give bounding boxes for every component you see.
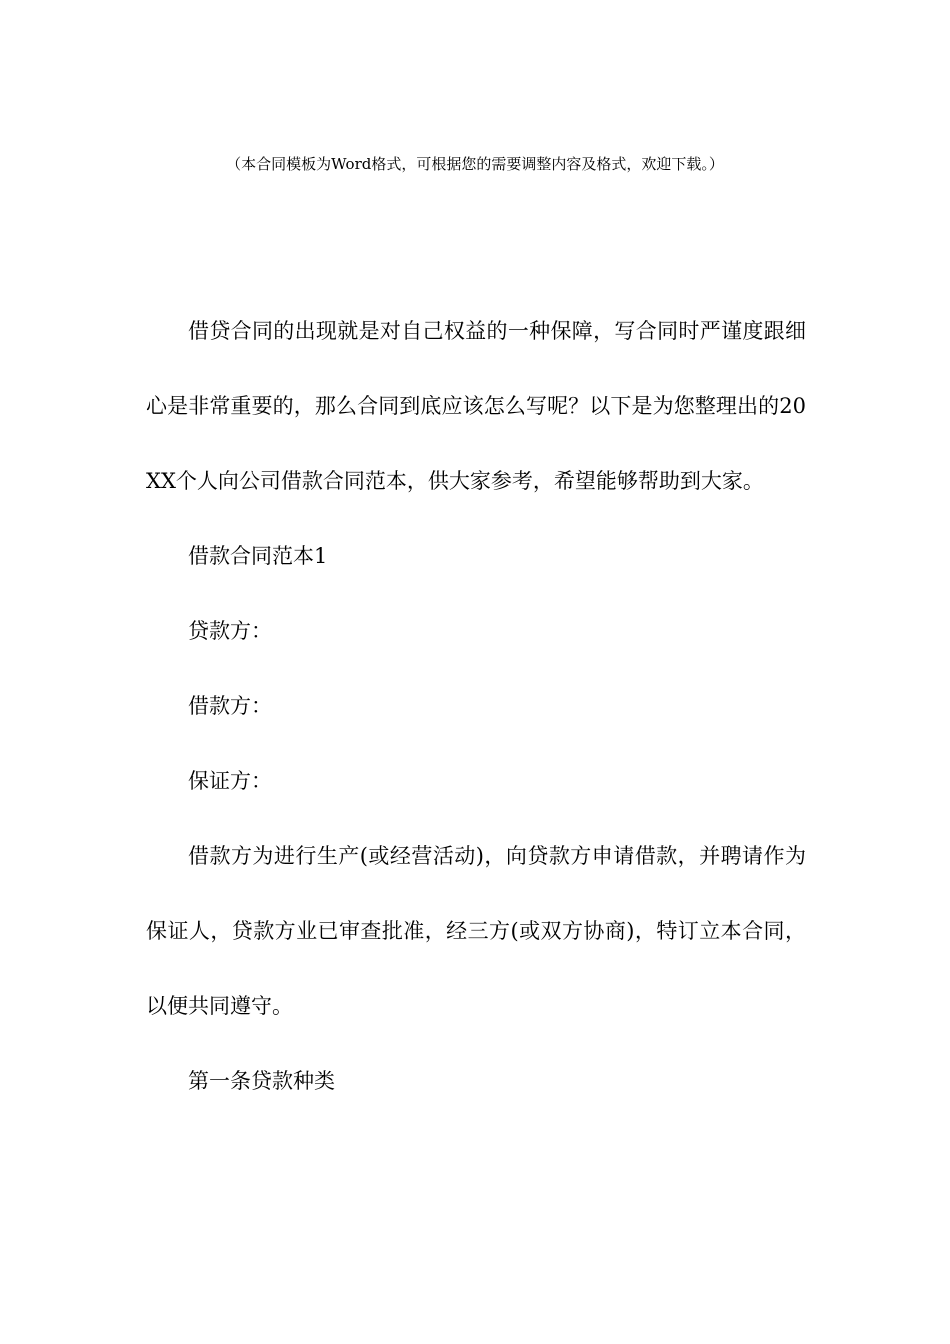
article-one-heading: 第一条贷款种类 [188,1069,335,1093]
document-body [146,294,806,1119]
contract-title: 借款合同范本1 [188,544,328,568]
borrower-line: 借款方： [188,694,272,718]
template-note: （本合同模板为Word格式，可根据您的需要调整内容及格式，欢迎下载。） [226,155,724,173]
preamble-paragraph: 借款方为进行生产(或经营活动)，向贷款方申请借款，并聘请作为保证人，贷款方业已审查批准，经三方(或双方协商)，特订立本合同，以便共同遵守。 [146,844,806,1018]
intro-paragraph: 借贷合同的出现就是对自己权益的一种保障，写合同时严谨度跟细心是非常重要的，那么合同到底应该怎么写呢？以下是为您整理出的20XX个人向公司借款合同范本，供大家参考，希望能够帮助到大家。 [146,319,806,493]
lender-line: 贷款方： [188,619,272,643]
guarantor-line: 保证方： [188,769,272,793]
